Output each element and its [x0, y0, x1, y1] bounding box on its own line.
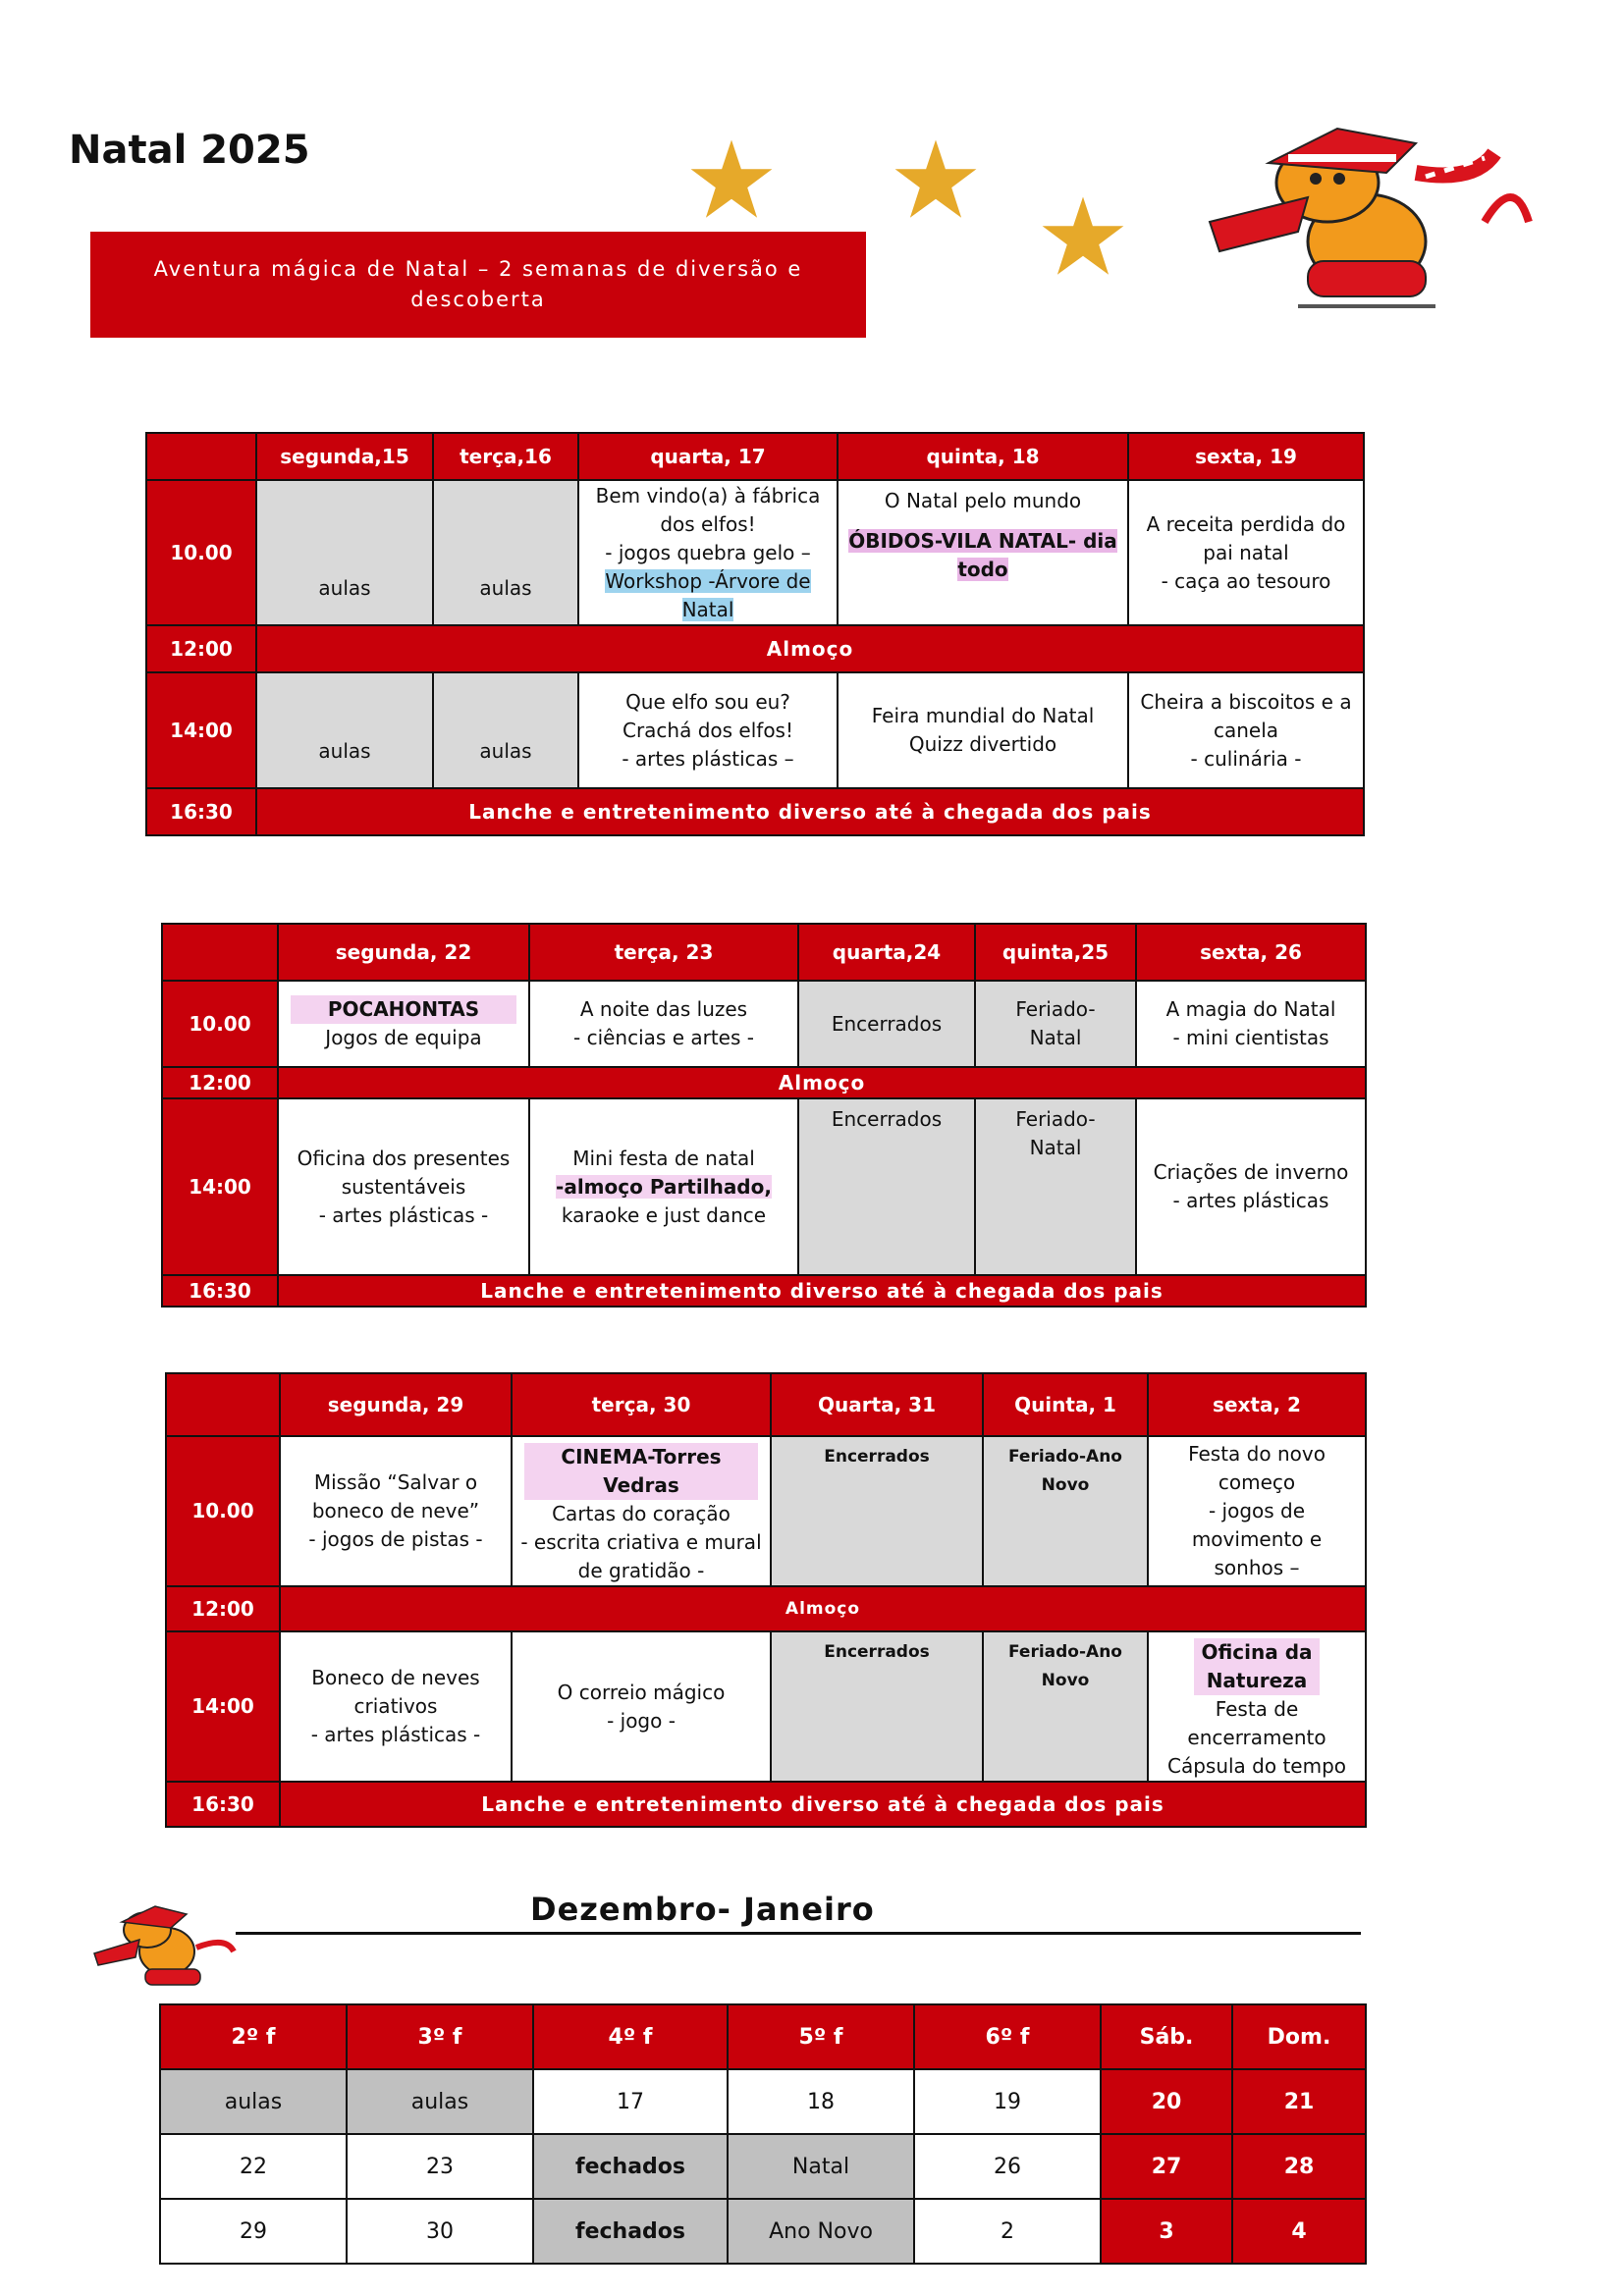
- activity-cell: [578, 672, 838, 788]
- activity-cell: aulas: [256, 480, 433, 625]
- calendar-day: aulas: [347, 2069, 533, 2134]
- star-icon: [1039, 192, 1127, 281]
- lunch-bar: Almoço: [278, 1067, 1366, 1098]
- calendar-day: 17: [533, 2069, 728, 2134]
- corner-cell: [166, 1373, 280, 1436]
- activity-title: A magia do Natal: [1165, 997, 1336, 1021]
- calendar-day: 22: [160, 2134, 347, 2199]
- calendar-weekend-day: 27: [1101, 2134, 1232, 2199]
- weekday-header: 4º f: [533, 2004, 728, 2069]
- day-header: sexta, 2: [1148, 1373, 1366, 1436]
- weekday-header: 3º f: [347, 2004, 533, 2069]
- activity-title: Bem vindo(a) à fábrica dos elfos!: [595, 483, 821, 536]
- holiday-cell: Feriado-Natal: [975, 981, 1136, 1067]
- activity-type: - mini cientistas: [1172, 1026, 1329, 1049]
- subtitle-banner: [90, 232, 866, 338]
- calendar-day: aulas: [160, 2069, 347, 2134]
- activity-title: Festa de encerramento: [1187, 1697, 1326, 1749]
- garfield-small-illustration: [88, 1900, 238, 1991]
- closed-cell: Encerrados: [798, 981, 975, 1067]
- calendar-day: Natal: [728, 2134, 914, 2199]
- calendar-weekend-day: 21: [1232, 2069, 1366, 2134]
- divider-line: [236, 1932, 1361, 1935]
- corner-cell: [162, 924, 278, 981]
- time-label: 12:00: [162, 1067, 278, 1098]
- trip-highlight: ÓBIDOS-VILA NATAL- dia todo: [848, 529, 1117, 581]
- activity-cell: [1148, 1436, 1366, 1586]
- activity-type: - jogos de movimento e sonhos –: [1191, 1499, 1323, 1579]
- activity-type: Jogos de equipa: [325, 1026, 482, 1049]
- activity-type: - artes plásticas: [1172, 1189, 1329, 1212]
- trip-highlight: CINEMA-Torres Vedras: [524, 1443, 758, 1500]
- activity-title: A receita perdida do pai natal: [1146, 511, 1346, 564]
- time-label: 14:00: [146, 672, 256, 788]
- calendar-title: Dezembro- Janeiro: [530, 1891, 875, 1928]
- activity-type: - jogo -: [607, 1708, 676, 1733]
- activity-type: - escrita criativa e mural de gratidão -: [520, 1530, 762, 1582]
- activity-title: Cartas do coração: [552, 1502, 731, 1525]
- day-header: sexta, 19: [1128, 433, 1364, 480]
- activity-cell: aulas: [256, 672, 433, 788]
- activity-subtitle: Cápsula do tempo: [1166, 1754, 1347, 1778]
- day-header: segunda, 29: [280, 1373, 512, 1436]
- activity-title: Cheira a biscoitos e a canela: [1140, 689, 1352, 742]
- garfield-skater-illustration: [1190, 114, 1540, 320]
- activity-type: karaoke e just dance: [561, 1202, 767, 1227]
- weekday-header: 2º f: [160, 2004, 347, 2069]
- time-label: 14:00: [162, 1098, 278, 1275]
- time-label: 12:00: [166, 1586, 280, 1631]
- snack-bar: Lanche e entretenimento diverso até à chegada dos pais: [278, 1275, 1366, 1307]
- activity-type: - jogos quebra gelo –: [605, 540, 811, 564]
- activity-cell: [280, 1436, 512, 1586]
- time-label: 14:00: [166, 1631, 280, 1782]
- weekday-header: 5º f: [728, 2004, 914, 2069]
- activity-cell: [529, 981, 798, 1067]
- activity-cell: aulas: [433, 672, 578, 788]
- activity-type: - artes plásticas –: [622, 746, 794, 771]
- activity-cell: [512, 1436, 771, 1586]
- activity-cell: aulas: [433, 480, 578, 625]
- activity-subtitle: Quizz divertido: [908, 732, 1057, 756]
- calendar-day: fechados: [533, 2134, 728, 2199]
- calendar-day: 2: [914, 2199, 1101, 2264]
- closed-cell: Encerrados: [798, 1098, 975, 1275]
- calendar-day: 26: [914, 2134, 1101, 2199]
- activity-title: Festa do novo começo: [1188, 1442, 1326, 1494]
- day-header: terça,16: [433, 433, 578, 480]
- calendar-day: 23: [347, 2134, 533, 2199]
- activity-title: Mini festa de natal: [572, 1146, 755, 1170]
- activity-type: - artes plásticas -: [310, 1723, 481, 1746]
- activity-cell: [838, 672, 1128, 788]
- lunch-bar: Almoço: [256, 625, 1364, 672]
- event-highlight: Oficina da Natureza: [1194, 1638, 1320, 1695]
- activity-title: O correio mágico: [557, 1680, 726, 1704]
- time-label: 16:30: [166, 1782, 280, 1827]
- activity-title: Feira mundial do Natal: [871, 704, 1095, 727]
- time-label: 16:30: [146, 788, 256, 835]
- activity-cell: [838, 480, 1128, 625]
- activity-type: - artes plásticas -: [318, 1202, 489, 1227]
- page-title: Natal 2025: [69, 128, 310, 173]
- workshop-highlight: Workshop -Árvore de Natal: [605, 568, 811, 621]
- time-label: 10.00: [166, 1436, 280, 1586]
- trip-highlight: POCAHONTAS: [291, 995, 516, 1024]
- activity-cell: [280, 1631, 512, 1782]
- star-icon: [687, 135, 776, 224]
- day-header: quinta, 18: [838, 433, 1128, 480]
- activity-cell: [1128, 672, 1364, 788]
- day-header: quarta,24: [798, 924, 975, 981]
- schedule-week-1: [145, 432, 1365, 836]
- closed-cell: Encerrados: [771, 1631, 983, 1782]
- weekday-header: Sáb.: [1101, 2004, 1232, 2069]
- calendar-weekend-day: 4: [1232, 2199, 1366, 2264]
- time-label: 10.00: [162, 981, 278, 1067]
- weekday-header: 6º f: [914, 2004, 1101, 2069]
- activity-title: Missão “Salvar o boneco de neve”: [311, 1470, 480, 1522]
- schedule-week-3: [165, 1372, 1367, 1828]
- activity-subtitle: Crachá dos elfos!: [622, 718, 793, 742]
- activity-cell: [512, 1631, 771, 1782]
- activity-title: Que elfo sou eu?: [625, 689, 790, 714]
- weekday-header: Dom.: [1232, 2004, 1366, 2069]
- activity-cell: [578, 480, 838, 625]
- month-calendar: [159, 2003, 1367, 2265]
- activity-type: - jogos de pistas -: [308, 1527, 483, 1551]
- activity-title: Criações de inverno: [1153, 1160, 1349, 1184]
- snack-bar: Lanche e entretenimento diverso até à chegada dos pais: [280, 1782, 1366, 1827]
- schedule-week-2: [161, 923, 1367, 1308]
- star-icon: [892, 135, 980, 224]
- calendar-day: fechados: [533, 2199, 728, 2264]
- holiday-cell: Feriado-Ano Novo: [983, 1631, 1148, 1782]
- time-label: 16:30: [162, 1275, 278, 1307]
- day-header: quarta, 17: [578, 433, 838, 480]
- day-header: Quinta, 1: [983, 1373, 1148, 1436]
- snack-bar: Lanche e entretenimento diverso até à chegada dos pais: [256, 788, 1364, 835]
- calendar-day: 19: [914, 2069, 1101, 2134]
- calendar-day: 29: [160, 2199, 347, 2264]
- subtitle-text: Aventura mágica de Natal – 2 semanas de diversão e descoberta: [153, 257, 803, 311]
- day-header: segunda, 22: [278, 924, 529, 981]
- event-highlight: -almoço Partilhado,: [556, 1174, 772, 1199]
- day-header: sexta, 26: [1136, 924, 1366, 981]
- activity-type: - ciências e artes -: [573, 1026, 754, 1049]
- calendar-day: 18: [728, 2069, 914, 2134]
- activity-type: - caça ao tesouro: [1161, 568, 1331, 593]
- time-label: 10.00: [146, 480, 256, 625]
- time-label: 12:00: [146, 625, 256, 672]
- activity-cell: [1148, 1631, 1366, 1782]
- activity-cell: [1136, 1098, 1366, 1275]
- day-header: segunda,15: [256, 433, 433, 480]
- activity-title: O Natal pelo mundo: [884, 489, 1082, 512]
- calendar-day: 30: [347, 2199, 533, 2264]
- activity-cell: [278, 1098, 529, 1275]
- day-header: terça, 23: [529, 924, 798, 981]
- calendar-weekend-day: 28: [1232, 2134, 1366, 2199]
- lunch-bar: Almoço: [280, 1586, 1366, 1631]
- activity-cell: [278, 981, 529, 1067]
- activity-title: A noite das luzes: [579, 997, 748, 1021]
- activity-cell: [1136, 981, 1366, 1067]
- activity-title: Boneco de neves criativos: [311, 1666, 480, 1718]
- calendar-weekend-day: 3: [1101, 2199, 1232, 2264]
- holiday-cell: Feriado-Ano Novo: [983, 1436, 1148, 1586]
- holiday-cell: Feriado-Natal: [975, 1098, 1136, 1275]
- calendar-day: Ano Novo: [728, 2199, 914, 2264]
- calendar-weekend-day: 20: [1101, 2069, 1232, 2134]
- day-header: quinta,25: [975, 924, 1136, 981]
- activity-cell: [1128, 480, 1364, 625]
- day-header: terça, 30: [512, 1373, 771, 1436]
- activity-type: - culinária -: [1190, 746, 1302, 771]
- corner-cell: [146, 433, 256, 480]
- activity-cell: [529, 1098, 798, 1275]
- closed-cell: Encerrados: [771, 1436, 983, 1586]
- activity-title: Oficina dos presentes sustentáveis: [297, 1146, 511, 1199]
- day-header: Quarta, 31: [771, 1373, 983, 1436]
